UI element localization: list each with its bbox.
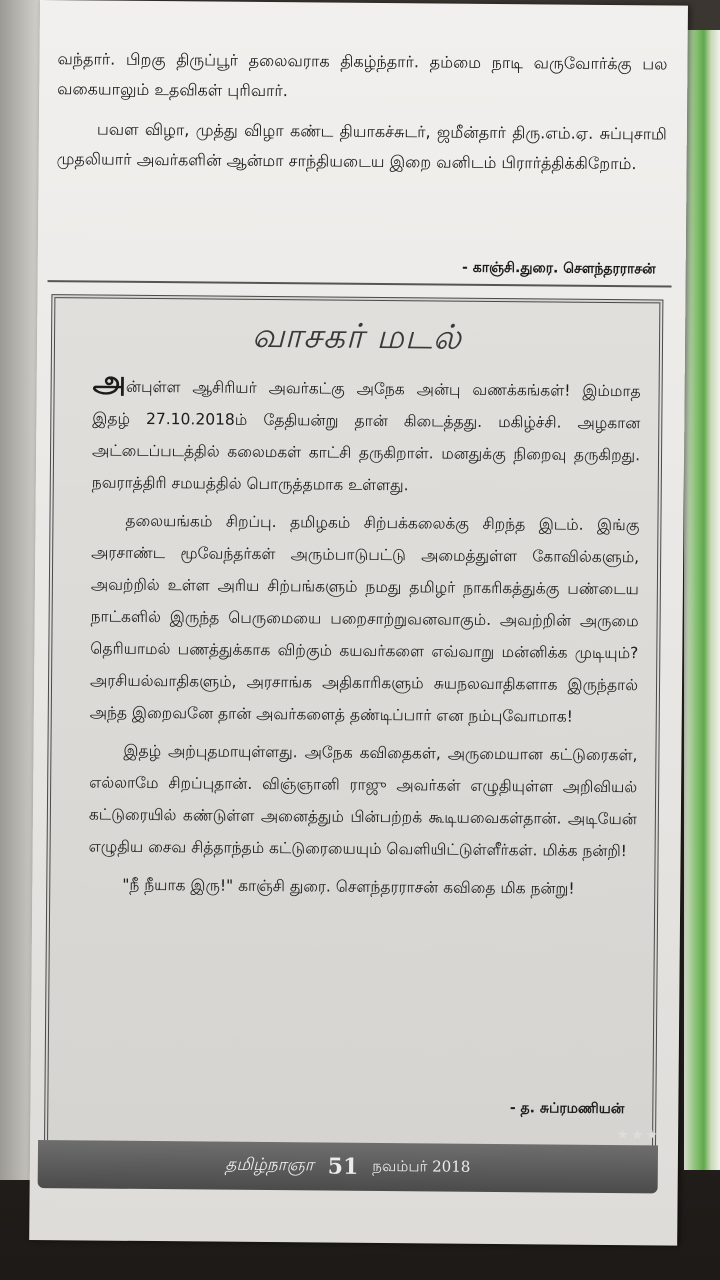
letter-title: வாசகர் மடல்: [251, 315, 463, 358]
drop-cap: அ: [92, 364, 127, 400]
top-article-text: [56, 44, 667, 179]
letter-paragraph-2: தலையங்கம் சிறப்பு. தமிழகம் சிற்பக்கலைக்கு சிறந்த இடம். இங்கு அரசாண்ட மூவேந்தர்கள் அரும்பாடுபட்டு அமைத்துள்ள கோவில்களும், அவற்றில் உள்ள அரிய சிற்பங்களும் நமது தமிழர் நாகரிகத்துக்கு பண்டைய நாட்களில் இருந்த பெருமையை பறைசாற்றுவனவாகும். அவற்றின் அருமை தெரியாமல் பணத்துக்காக விற்கும் கயவர்களை எவ்வாறு மன்னிக்க முடியும்? அரசியல்வாதிகளும், அரசாங்க அதிகாரிகளும் சுயநலவாதிகளாக இருந்தால் அந்த இறைவனே தான் அவர்களைத் தண்டிப்பார் என நம்புவோமாக!: [89, 511, 640, 726]
magazine-page: [29, 0, 688, 1246]
decorative-stars: ★★★: [616, 1127, 661, 1144]
page-footer: [38, 1140, 658, 1193]
issue-date: நவம்பர் 2018: [372, 1156, 471, 1176]
top-article-paragraph-2: பவள விழா, முத்து விழா கண்ட தியாகச்சுடர், ஜமீன்தார் திரு.எம்.ஏ. சுப்புசாமி முதலியார் அவர்களின் ஆன்மா சாந்தியடைய இறை வனிடம் பிரார்த்திக்கிறோம்.: [56, 119, 667, 174]
letter-paragraph-1: [92, 366, 641, 503]
next-page-edge: [684, 30, 720, 1170]
letter-paragraph-3: இதழ் அற்புதமாயுள்ளது. அநேக கவிதைகள், அருமையான கட்டுரைகள், எல்லாமே சிறப்புதான். விஞ்ஞானி ராஜு அவர்கள் எழுதியுள்ள அறிவியல் கட்டுரையில் கண்டுள்ள அனைத்தும் பின்பற்றக் கூடியவைகள்தான். அடியேன் எழுதிய சைவ சித்தாந்தம் கட்டுரையையும் வெளியிட்டுள்ளீர்கள். மிக்க நன்றி!: [88, 741, 638, 861]
divider-rule: [48, 280, 672, 287]
letter-paragraph-4: "நீ நீயாக இரு!" காஞ்சி துரை. சௌந்தரராசன் கவிதை மிக நன்று!: [122, 875, 575, 898]
letter-body: [88, 366, 641, 911]
readers-letter-box: [44, 294, 663, 1153]
page-number: 51: [327, 1153, 359, 1180]
letter-paragraph-1-text: ன்புள்ள ஆசிரியர் அவர்கட்கு அநேக அன்பு வணக்கங்கள்! இம்மாத இதழ் 27.10.2018ம் தேதியன்று தான் கிடைத்தது. மகிழ்ச்சி. அழகான அட்டைப்படத்தில் கலைமகள் காட்சி தருகிறாள். மனதுக்கு நிறைவு தருகிறது. நவராத்திரி சமயத்தில் பொருத்தமாக உள்ளது.: [91, 377, 641, 495]
magazine-name: தமிழ்நாஞா: [225, 1154, 314, 1176]
letter-signature: - த. சுப்ரமணியன்: [509, 1100, 625, 1118]
top-article-paragraph-1: வந்தார். பிறகு திருப்பூர் தலைவராக திகழ்ந்தார். தம்மை நாடி வருவோர்க்கு பல வகையாலும் உதவிகள் புரிவார்.: [57, 49, 668, 101]
top-article-signature: - காஞ்சி.துரை. சௌந்தரராசன்: [462, 259, 656, 278]
